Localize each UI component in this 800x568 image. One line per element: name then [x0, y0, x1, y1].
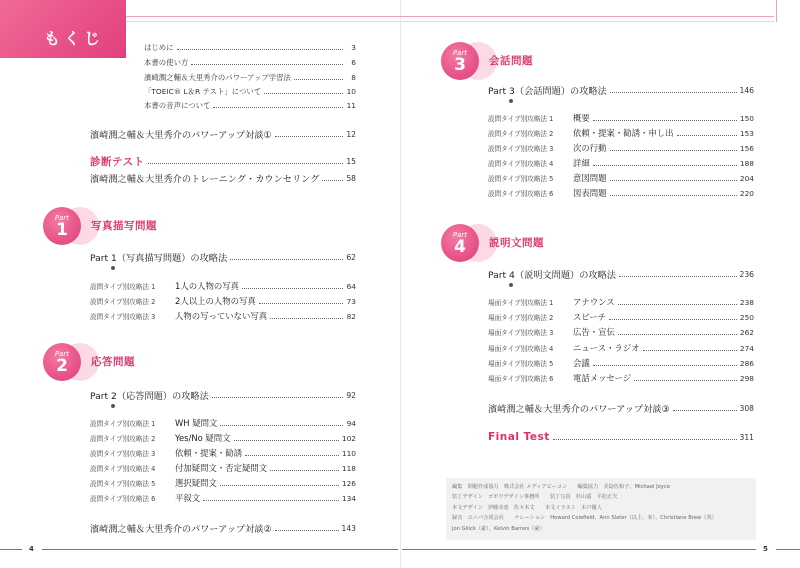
toc-item-label: 設問タイプ別攻略法 1	[90, 283, 156, 291]
toc-row-page: 188	[739, 158, 754, 168]
toc-item-title: 次の行動	[573, 143, 607, 153]
toc-row-title: 濱崎潤之輔＆大里秀介のパワーアップ対談②	[90, 524, 272, 535]
toc-row-page: 236	[739, 269, 754, 279]
toc-row-part1-item2[interactable]	[90, 295, 356, 307]
toc-row-page: 6	[351, 58, 356, 67]
badge-part-number: 2	[56, 355, 68, 376]
toc-item-label: 設問タイプ別攻略法 4	[488, 160, 554, 168]
toc-row-final-test[interactable]	[488, 431, 754, 443]
top-border-corner	[776, 0, 777, 22]
badge-circle	[43, 207, 81, 245]
toc-row-page: 204	[739, 173, 754, 183]
toc-row-part2-item4[interactable]	[90, 462, 356, 474]
leader-dots	[264, 93, 343, 94]
leader-dots	[213, 107, 343, 108]
toc-row-page: 12	[346, 129, 356, 139]
badge-circle	[43, 343, 81, 381]
toc-item-title: 付加疑問文・否定疑問文	[175, 463, 268, 473]
toc-row-page: 286	[739, 358, 754, 368]
toc-row-part4-item4[interactable]	[488, 342, 754, 354]
toc-row-part2-intro[interactable]	[90, 388, 356, 402]
toc-row-part3-intro[interactable]	[488, 83, 754, 97]
part2-title: 応答問題	[91, 356, 135, 368]
toc-item-title: スピーチ	[573, 312, 607, 322]
toc-row-part3-item5[interactable]	[488, 172, 754, 184]
toc-row-title: 濱崎潤之輔＆大里秀介のパワーアップ対談①	[90, 130, 272, 141]
leader-dots	[220, 485, 339, 486]
toc-row-page: 3	[351, 43, 356, 52]
leader-dots	[643, 350, 737, 351]
toc-row-part2-item3[interactable]	[90, 447, 356, 459]
footer-line-left-start	[0, 549, 22, 550]
leader-dots	[609, 319, 737, 320]
spine-divider	[400, 0, 401, 568]
leader-dots	[634, 380, 737, 381]
leader-dots	[270, 318, 343, 319]
toc-item-label: 設問タイプ別攻略法 3	[488, 145, 554, 153]
toc-row-title: Part 3（会話問題）の攻略法	[488, 86, 607, 97]
leader-dots	[275, 530, 339, 531]
toc-item-title: 人物の写っていない写真	[175, 311, 268, 321]
toc-row-page: 118	[341, 463, 356, 473]
toc-row-part4-item1[interactable]	[488, 296, 754, 308]
toc-row-part3-item3[interactable]	[488, 142, 754, 154]
leader-dots	[259, 303, 343, 304]
toc-row-page: 143	[341, 523, 356, 533]
leader-dots	[234, 440, 339, 441]
toc-item-title: 概要	[573, 113, 590, 123]
badge-circle	[441, 224, 479, 262]
leader-dots	[619, 276, 737, 277]
toc-item-label: 設問タイプ別攻略法 1	[90, 420, 156, 428]
toc-item-label: 設問タイプ別攻略法 1	[488, 115, 554, 123]
toc-row-page: 146	[739, 85, 754, 95]
part1-badge	[43, 207, 157, 247]
part1-title: 写真描写問題	[91, 220, 157, 232]
toc-item-label: 設問タイプ別攻略法 3	[90, 313, 156, 321]
page-number-left: 4	[29, 545, 34, 553]
top-border-line-secondary	[126, 21, 774, 22]
footer-line-left	[42, 549, 398, 550]
toc-row-part4-item3[interactable]	[488, 326, 754, 338]
toc-item-title: Yes/No 疑問文	[175, 433, 231, 443]
leader-dots	[610, 92, 737, 93]
toc-item-title: 依頼・提案・勧誘・申し出	[573, 128, 674, 138]
bullet-dot	[111, 266, 115, 270]
toc-row-page: 134	[341, 493, 356, 503]
toc-item-label: 場面タイプ別攻略法 5	[488, 360, 554, 368]
part2-badge	[43, 343, 135, 383]
toc-item-title: 平叙文	[175, 493, 201, 503]
leader-dots	[610, 150, 737, 151]
toc-item-title: アナウンス	[573, 297, 615, 307]
toc-row-page: 308	[739, 403, 754, 413]
leader-dots	[610, 180, 737, 181]
leader-dots	[553, 439, 737, 440]
toc-row-part1-item1[interactable]	[90, 280, 356, 292]
toc-row-hajimeni[interactable]	[144, 42, 356, 53]
badge-circle	[441, 42, 479, 80]
toc-row-shindan[interactable]	[90, 154, 356, 169]
leader-dots	[220, 425, 343, 426]
toc-row-part2-item2[interactable]	[90, 432, 356, 444]
toc-row-title: はじめに	[144, 43, 174, 52]
toc-item-label: 設問タイプ別攻略法 2	[488, 130, 554, 138]
leader-dots	[618, 334, 737, 335]
toc-header	[0, 0, 126, 58]
leader-dots	[270, 470, 339, 471]
toc-row-page: 298	[739, 373, 754, 383]
leader-dots	[177, 49, 343, 50]
toc-row-page: 156	[739, 143, 754, 153]
toc-row-study-method[interactable]	[144, 72, 356, 83]
toc-item-label: 場面タイプ別攻略法 6	[488, 375, 554, 383]
toc-row-title: 「TOEIC® L＆R テスト」について	[144, 87, 262, 96]
toc-row-part1-item3[interactable]	[90, 310, 356, 322]
leader-dots	[191, 64, 343, 65]
toc-row-title: 本書の使い方	[144, 58, 189, 67]
footer-line-right-end	[776, 549, 800, 550]
toc-row-page: 8	[351, 73, 356, 82]
toc-item-title: 意図問題	[573, 173, 607, 183]
badge-part-label: Part	[54, 213, 70, 222]
toc-item-title: ニュース・ラジオ	[573, 343, 640, 353]
leader-dots	[673, 410, 737, 411]
toc-row-page: 94	[346, 418, 356, 428]
toc-item-title: 詳細	[573, 158, 590, 168]
toc-row-title: 濱崎潤之輔＆大里秀介のパワーアップ学習法	[144, 73, 291, 82]
part3-title: 会話問題	[489, 55, 533, 67]
toc-row-part2-item1[interactable]	[90, 417, 356, 429]
toc-row-title: 濱崎潤之輔＆大里秀介のパワーアップ対談③	[488, 404, 670, 415]
toc-row-page: 274	[739, 343, 754, 353]
toc-row-page: 10	[346, 87, 356, 96]
toc-item-label: 設問タイプ別攻略法 3	[90, 450, 156, 458]
toc-row-title: 濱崎潤之輔＆大里秀介のトレーニング・カウンセリング	[90, 174, 320, 185]
toc-row-about-toeic[interactable]	[144, 86, 356, 97]
badge-part-label: Part	[452, 48, 468, 57]
bullet-dot	[509, 99, 513, 103]
toc-item-title: 1人の人物の写真	[175, 281, 239, 291]
toc-row-part3-item6[interactable]	[488, 187, 754, 199]
footer-line-right	[402, 549, 756, 550]
toc-item-label: 設問タイプ別攻略法 4	[90, 465, 156, 473]
toc-row-taidan3[interactable]	[488, 401, 754, 415]
toc-item-label: 場面タイプ別攻略法 1	[488, 299, 554, 307]
toc-row-page: 102	[341, 433, 356, 443]
credits-line: Jon Gilick（豪）、Kelvin Barnes（豪）	[452, 525, 545, 532]
toc-row-taidan2[interactable]	[90, 521, 356, 535]
toc-row-part1-intro[interactable]	[90, 250, 356, 264]
toc-row-page: 11	[346, 101, 356, 110]
credits-line: 録音 ユニバ合同会社 ナレーション Howard Colefield、Ann Slater（以上、米）、Christiane Brew（英）	[452, 515, 717, 522]
toc-item-label: 設問タイプ別攻略法 5	[90, 480, 156, 488]
toc-row-page: 73	[346, 296, 356, 306]
toc-row-page: 15	[346, 157, 356, 166]
leader-dots	[242, 288, 343, 289]
leader-dots	[593, 365, 737, 366]
top-border-line	[126, 16, 774, 17]
toc-row-part2-item5[interactable]	[90, 477, 356, 489]
bullet-dot	[509, 283, 513, 287]
badge-part-label: Part	[54, 349, 70, 358]
toc-item-label: 設問タイプ別攻略法 2	[90, 435, 156, 443]
toc-row-part2-item6[interactable]	[90, 492, 356, 504]
bullet-dot	[111, 404, 115, 408]
toc-item-label: 設問タイプ別攻略法 5	[488, 175, 554, 183]
toc-item-title: 電話メッセージ	[573, 373, 632, 383]
toc-row-part3-item1[interactable]	[488, 112, 754, 124]
toc-row-page: 262	[739, 327, 754, 337]
toc-row-part3-item4[interactable]	[488, 157, 754, 169]
toc-item-label: 場面タイプ別攻略法 4	[488, 345, 554, 353]
toc-row-page: 58	[346, 173, 356, 183]
toc-row-title: Final Test	[488, 431, 550, 443]
credits-line: 装丁デザイン ゴボウデザイン事務所 装丁写真 杉山遥 平松正夫	[452, 494, 618, 501]
toc-item-label: 設問タイプ別攻略法 6	[488, 190, 554, 198]
credits-line: 編集 問題作成協力 株式会社 メディアビーコン 編集協力 美島佐和子、Michael Joyce	[452, 484, 670, 490]
toc-row-page: 153	[739, 128, 754, 138]
toc-item-label: 設問タイプ別攻略法 6	[90, 495, 156, 503]
toc-row-title: Part 4（説明文問題）の攻略法	[488, 270, 616, 281]
leader-dots	[203, 500, 339, 501]
leader-dots	[618, 304, 737, 305]
toc-item-title: 選択疑問文	[175, 478, 217, 488]
toc-item-label: 設問タイプ別攻略法 2	[90, 298, 156, 306]
badge-part-number: 1	[56, 219, 68, 240]
toc-row-part4-item2[interactable]	[488, 311, 754, 323]
toc-row-part4-intro[interactable]	[488, 267, 754, 281]
toc-row-part4-item5[interactable]	[488, 357, 754, 369]
badge-part-number: 3	[454, 54, 466, 75]
toc-row-page: 82	[346, 311, 356, 321]
page-number-right: 5	[763, 545, 768, 553]
leader-dots	[230, 259, 343, 260]
badge-part-label: Part	[452, 230, 468, 239]
leader-dots	[212, 397, 343, 398]
toc-row-title: 診断テスト	[90, 156, 145, 168]
toc-item-title: 図表問題	[573, 188, 607, 198]
badge-part-number: 4	[454, 236, 466, 257]
leader-dots	[593, 120, 737, 121]
toc-row-page: 64	[346, 281, 356, 291]
toc-item-title: WH 疑問文	[175, 418, 218, 428]
toc-row-page: 110	[341, 448, 356, 458]
toc-item-title: 2人以上の人物の写真	[175, 296, 256, 306]
credits-box	[446, 478, 756, 540]
leader-dots	[677, 135, 737, 136]
leader-dots	[593, 165, 737, 166]
toc-row-howto[interactable]	[144, 57, 356, 68]
toc-row-page: 150	[739, 113, 754, 123]
leader-dots	[322, 180, 343, 181]
toc-row-page: 311	[739, 432, 754, 442]
toc-row-page: 62	[346, 252, 356, 262]
toc-item-title: 会議	[573, 358, 590, 368]
leader-dots	[610, 195, 737, 196]
toc-row-page: 92	[346, 390, 356, 400]
toc-header-title: もくじ	[44, 29, 105, 48]
toc-row-title: Part 2（応答問題）の攻略法	[90, 391, 209, 402]
toc-row-part3-item2[interactable]	[488, 127, 754, 139]
toc-row-training[interactable]	[90, 171, 356, 185]
part4-badge	[441, 224, 544, 264]
toc-row-page: 238	[739, 297, 754, 307]
leader-dots	[245, 455, 339, 456]
toc-row-page: 250	[739, 312, 754, 322]
toc-item-label: 場面タイプ別攻略法 3	[488, 329, 554, 337]
part3-badge	[441, 42, 533, 82]
toc-row-title: 本書の音声について	[144, 101, 211, 110]
credits-line: 本文デザイン 伊藤幸恵 佐々木丈 本文イラスト 木戸優人	[452, 504, 602, 511]
toc-row-page: 220	[739, 188, 754, 198]
leader-dots	[148, 163, 343, 164]
toc-row-taidan1[interactable]	[90, 127, 356, 141]
leader-dots	[294, 79, 343, 80]
toc-row-page: 126	[341, 478, 356, 488]
toc-item-title: 依頼・提案・勧誘	[175, 448, 242, 458]
toc-row-title: Part 1（写真描写問題）の攻略法	[90, 253, 228, 264]
toc-row-audio[interactable]	[144, 100, 356, 111]
toc-row-part4-item6[interactable]	[488, 372, 754, 384]
toc-item-label: 場面タイプ別攻略法 2	[488, 314, 554, 322]
toc-item-title: 広告・宣伝	[573, 327, 615, 337]
part4-title: 説明文問題	[489, 237, 544, 249]
leader-dots	[275, 136, 343, 137]
